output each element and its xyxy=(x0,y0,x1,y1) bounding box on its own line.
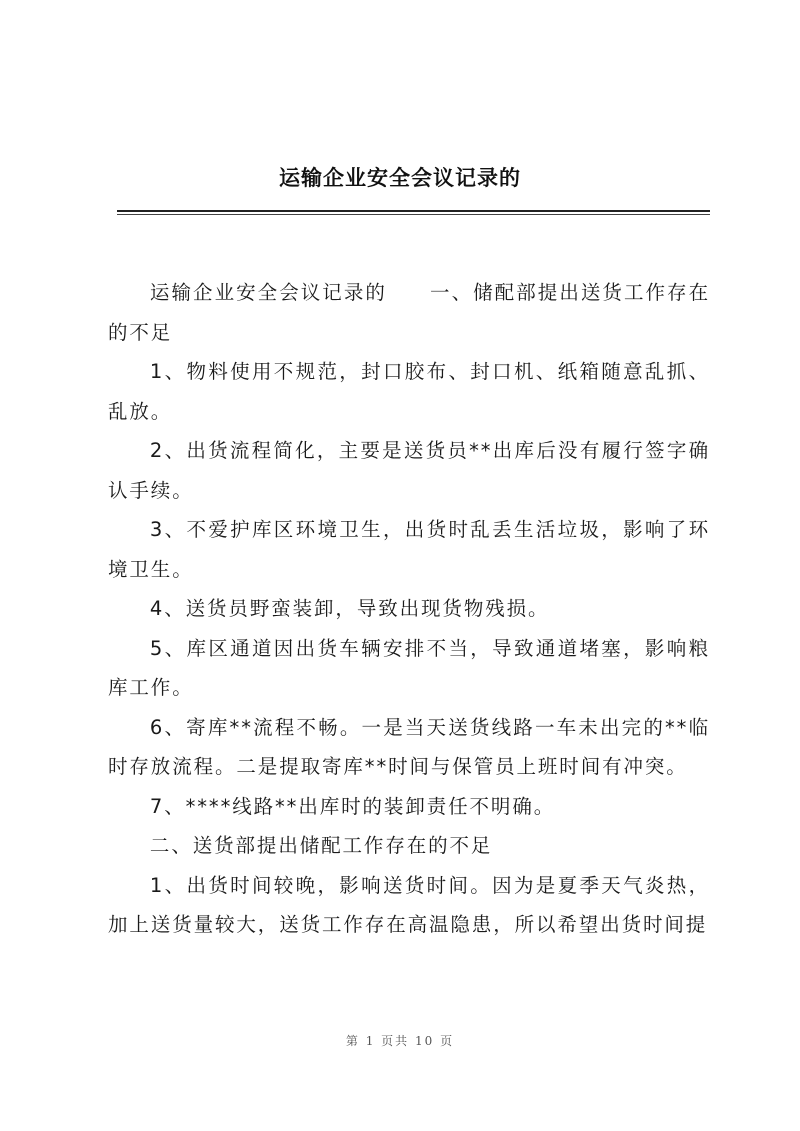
page-footer: 第 1 页共 10 页 xyxy=(345,1034,455,1048)
paragraph-item-3: 3、不爱护库区环境卫生，出货时乱丢生活垃圾，影响了环境卫生。 xyxy=(108,518,710,581)
paragraph-intro: 运输企业安全会议记录的 一、储配部提出送货工作存在的不足 xyxy=(108,281,710,344)
paragraph-item-7: 7、****线路**出库时的装卸责任不明确。 xyxy=(149,794,556,818)
paragraph-item-6: 6、寄库**流程不畅。一是当天送货线路一车未出完的**临时存放流程。二是提取寄库**时间与保管员上班时间有冲突。 xyxy=(108,715,710,778)
paragraph-section2-item-1: 1、出货时间较晚，影响送货时间。因为是夏季天气炎热，加上送货量较大，送货工作存在高温隐患，所以希望出货时间提 xyxy=(108,873,710,936)
title-divider xyxy=(117,210,710,212)
document-title: 运输企业安全会议记录的 xyxy=(279,166,521,190)
paragraph-item-5: 5、库区通道因出货车辆安排不当，导致通道堵塞，影响粮库工作。 xyxy=(108,636,710,699)
section-heading-2: 二、送货部提出储配工作存在的不足 xyxy=(149,834,493,857)
paragraph-item-2: 2、出货流程简化，主要是送货员**出库后没有履行签字确认手续。 xyxy=(108,439,710,502)
title-divider-thin xyxy=(117,214,710,215)
paragraph-item-1: 1、物料使用不规范，封口胶布、封口机、纸箱随意乱抓、乱放。 xyxy=(108,360,710,423)
document-body xyxy=(108,273,710,945)
paragraph-item-4: 4、送货员野蛮装卸，导致出现货物残损。 xyxy=(149,597,550,620)
